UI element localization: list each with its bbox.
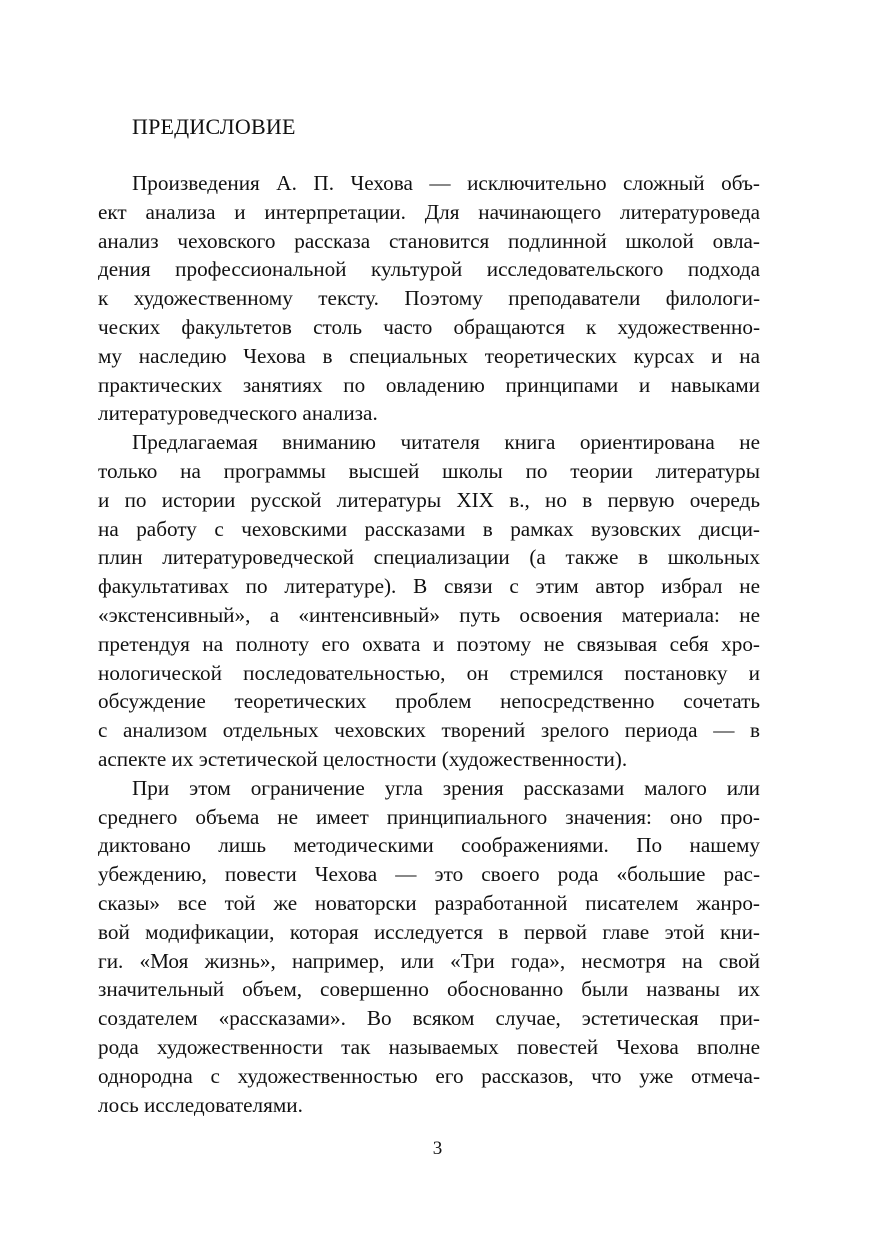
text-line: среднего объема не имеет принципиального значения: оно про- (98, 804, 760, 829)
text-line: «экстенсивный», а «интенсивный» путь освоения материала: не (98, 602, 760, 627)
text-line: нологической последовательностью, он стремился постановку и (98, 660, 760, 685)
text-line: обсуждение теоретических проблем непосредственно сочетать (98, 689, 760, 714)
text-line: сказы» все той же новаторски разработанной писателем жанро- (98, 890, 760, 915)
text-line: анализ чеховского рассказа становится подлинной школой овла- (98, 228, 760, 253)
text-line: только на программы высшей школы по теории литературы (98, 458, 760, 483)
text-line: вой модификации, которая исследуется в первой главе этой кни- (98, 919, 760, 944)
text-line: Произведения А. П. Чехова — исключительно сложный объ- (132, 171, 760, 195)
text-line: к художественному тексту. Поэтому преподаватели филологи- (98, 286, 760, 311)
paragraph-2 (98, 428, 760, 774)
paragraph-3 (98, 774, 760, 1120)
text-line: убеждению, повести Чехова — это своего рода «большие рас- (98, 862, 760, 887)
body-text (98, 169, 760, 1119)
text-line: претендуя на полноту его охвата и поэтому не связывая себя хро- (98, 631, 760, 656)
text-line: дения профессиональной культурой исследовательского подхода (98, 257, 760, 282)
text-line: факультативах по литературе). В связи с этим автор избрал не (98, 574, 760, 599)
text-line: ги. «Моя жизнь», например, или «Три года», несмотря на свой (98, 948, 760, 973)
text-line: плин литературоведческой специализации (а также в школьных (98, 545, 760, 570)
text-line: му наследию Чехова в специальных теоретических курсах и на (98, 343, 760, 368)
text-line: на работу с чеховскими рассказами в рамках вузовских дисци- (98, 516, 760, 541)
text-line: значительный объем, совершенно обоснованно были названы их (98, 977, 760, 1002)
text-line: ект анализа и интерпретации. Для начинающего литературоведа (98, 199, 760, 224)
text-line: лось исследователями. (98, 1092, 303, 1117)
page-number: 3 (432, 1138, 443, 1159)
text-line: диктовано лишь методическими соображениями. По нашему (98, 833, 760, 858)
text-line: аспекте их эстетической целостности (художественности). (98, 746, 628, 771)
text-line: и по истории русской литературы XIX в., но в первую очередь (98, 487, 760, 512)
paragraph-1 (98, 169, 760, 428)
text-line: практических занятиях по овладению принципами и навыками (98, 372, 760, 397)
section-heading: ПРЕДИСЛОВИЕ (132, 114, 296, 139)
text-line: Предлагаемая вниманию читателя книга ориентирована не (132, 430, 760, 455)
text-line: создателем «рассказами». Во всяком случае, эстетическая при- (98, 1006, 760, 1031)
text-line: При этом ограничение угла зрения рассказами малого или (132, 775, 760, 800)
text-line: однородна с художественностью его рассказов, что уже отмеча- (98, 1063, 760, 1088)
text-line: ческих факультетов столь часто обращаются к художественно- (98, 314, 760, 339)
text-line: рода художественности так называемых повестей Чехова вполне (98, 1034, 760, 1059)
text-line: с анализом отдельных чеховских творений зрелого периода — в (98, 718, 760, 743)
text-line: литературоведческого анализа. (98, 401, 378, 426)
